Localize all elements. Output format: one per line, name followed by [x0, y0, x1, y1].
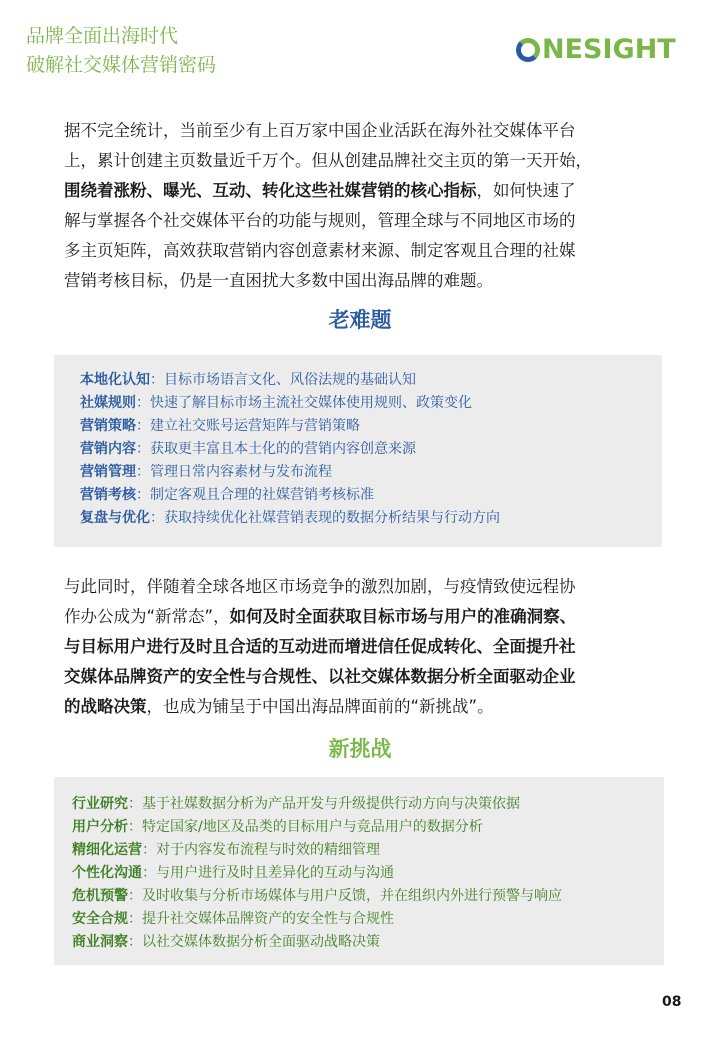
list-item-term: 精细化运营: [72, 842, 142, 858]
list-item-description: 对于内容发布流程与时效的精细管理: [156, 842, 380, 858]
list-item-separator: ：: [128, 934, 142, 950]
list-item-term: 营销管理: [80, 464, 136, 480]
new-challenges-heading: 新挑战: [328, 737, 392, 761]
list-item: [72, 839, 664, 862]
text-segment: ，如何快速了: [476, 181, 576, 200]
old-problems-box: [54, 355, 662, 547]
paragraph-line: [64, 632, 664, 662]
text-segment: 上，累计创建主页数量近千万个。但从创建品牌社交主页的第一天开始，: [64, 151, 592, 170]
list-item-separator: ：: [150, 510, 164, 526]
list-item-term: 行业研究: [72, 796, 128, 812]
list-item-description: 及时收集与分析市场媒体与用户反馈，并在组织内外进行预警与响应: [142, 888, 562, 904]
bold-text: 交媒体品牌资产的安全性与合规性、以社交媒体数据分析全面驱动企业: [64, 667, 576, 686]
list-item-description: 制定客观且合理的社媒营销考核标准: [150, 487, 374, 503]
list-item-description: 提升社交媒体品牌资产的安全性与合规性: [142, 911, 394, 927]
list-item-separator: ：: [128, 819, 142, 835]
list-item-description: 以社交媒体数据分析全面驱动战略决策: [142, 934, 380, 950]
list-item: [80, 438, 662, 461]
text-segment: 作办公成为“新常态”，: [64, 607, 230, 626]
text-segment: 与此同时，伴随着全球各地区市场竞争的激烈加剧，与疫情致使远程协: [64, 577, 576, 596]
list-item: [80, 369, 662, 392]
header-title: [26, 22, 216, 80]
text-segment: ，也成为铺呈于中国出海品牌面前的“新挑战”。: [146, 697, 494, 716]
list-item-description: 快速了解目标市场主流社交媒体使用规则、政策变化: [150, 395, 472, 411]
list-item: [80, 461, 662, 484]
middle-paragraph: [64, 572, 664, 722]
list-item-description: 管理日常内容素材与发布流程: [150, 464, 332, 480]
list-item-term: 危机预警: [72, 888, 128, 904]
text-segment: 解与掌握各个社交媒体平台的功能与规则，管理全球与不同地区市场的: [64, 211, 576, 230]
list-item-description: 获取更丰富且本土化的的营销内容创意来源: [150, 441, 416, 457]
paragraph-line: [64, 176, 664, 206]
list-item-term: 本地化认知: [80, 372, 150, 388]
paragraph-line: [64, 662, 664, 692]
list-item-separator: ：: [128, 911, 142, 927]
list-item-description: 基于社媒数据分析为产品开发与升级提供行动方向与决策依据: [142, 796, 520, 812]
bold-text: 如何及时全面获取目标市场与用户的准确洞察、: [229, 607, 577, 626]
list-item-separator: ：: [136, 487, 150, 503]
list-item-description: 与用户进行及时且差异化的互动与沟通: [156, 865, 394, 881]
list-item-separator: ：: [142, 865, 156, 881]
header-title-line2: 破解社交媒体营销密码: [26, 54, 217, 76]
list-item-separator: ：: [136, 464, 150, 480]
list-item-separator: ：: [136, 395, 150, 411]
list-item-separator: ：: [128, 888, 142, 904]
page-number: 08: [662, 994, 682, 1010]
new-challenges-box: [54, 777, 664, 965]
list-item-description: 目标市场语言文化、风俗法规的基础认知: [164, 372, 416, 388]
list-item-description: 建立社交账号运营矩阵与营销策略: [150, 418, 360, 434]
list-item-separator: ：: [136, 418, 150, 434]
paragraph-line: [64, 266, 664, 296]
list-item-term: 安全合规: [72, 911, 128, 927]
list-item: [80, 507, 662, 530]
list-item-description: 特定国家/地区及品类的目标用户与竞品用户的数据分析: [142, 819, 483, 835]
paragraph-line: [64, 146, 664, 176]
text-segment: 多主页矩阵，高效获取营销内容创意素材来源、制定客观且合理的社媒: [64, 241, 576, 260]
bold-text: 的战略决策: [64, 697, 147, 716]
paragraph-line: [64, 206, 664, 236]
list-item-separator: ：: [142, 842, 156, 858]
list-item: [72, 885, 664, 908]
list-item-term: 营销内容: [80, 441, 136, 457]
logo-o-ring-icon: [516, 38, 540, 62]
list-item: [72, 931, 664, 954]
paragraph-line: [64, 116, 664, 146]
old-problems-heading: 老难题: [328, 308, 392, 332]
list-item-description: 获取持续优化社媒营销表现的数据分析结果与行动方向: [164, 510, 500, 526]
list-item-term: 商业洞察: [72, 934, 128, 950]
list-item-term: 用户分析: [72, 819, 128, 835]
list-item: [72, 862, 664, 885]
paragraph-line: [64, 692, 664, 722]
list-item-separator: ：: [128, 796, 142, 812]
list-item-separator: ：: [136, 441, 150, 457]
header-title-line1: 品牌全面出海时代: [26, 25, 179, 47]
intro-paragraph: [64, 116, 664, 296]
text-segment: 营销考核目标，仍是一直困扰大多数中国出海品牌的难题。: [64, 271, 493, 290]
list-item-separator: ：: [150, 372, 164, 388]
list-item: [72, 816, 664, 839]
paragraph-line: [64, 602, 664, 632]
list-item: [80, 392, 662, 415]
list-item: [72, 793, 664, 816]
list-item-term: 营销策略: [80, 418, 136, 434]
onesight-logo: [516, 34, 676, 65]
list-item-term: 复盘与优化: [80, 510, 150, 526]
list-item: [80, 484, 662, 507]
list-item-term: 个性化沟通: [72, 865, 142, 881]
logo-text: NESIGHT: [542, 34, 676, 65]
list-item-term: 社媒规则: [80, 395, 136, 411]
bold-text: 与目标用户进行及时且合适的互动进而增进信任促成转化、全面提升社: [64, 637, 576, 656]
list-item: [72, 908, 664, 931]
paragraph-line: [64, 236, 664, 266]
paragraph-line: [64, 572, 664, 602]
bold-text: 围绕着涨粉、曝光、互动、转化这些社媒营销的核心指标: [64, 181, 477, 200]
list-item: [80, 415, 662, 438]
text-segment: 据不完全统计，当前至少有上百万家中国企业活跃在海外社交媒体平台: [64, 121, 576, 140]
list-item-term: 营销考核: [80, 487, 136, 503]
